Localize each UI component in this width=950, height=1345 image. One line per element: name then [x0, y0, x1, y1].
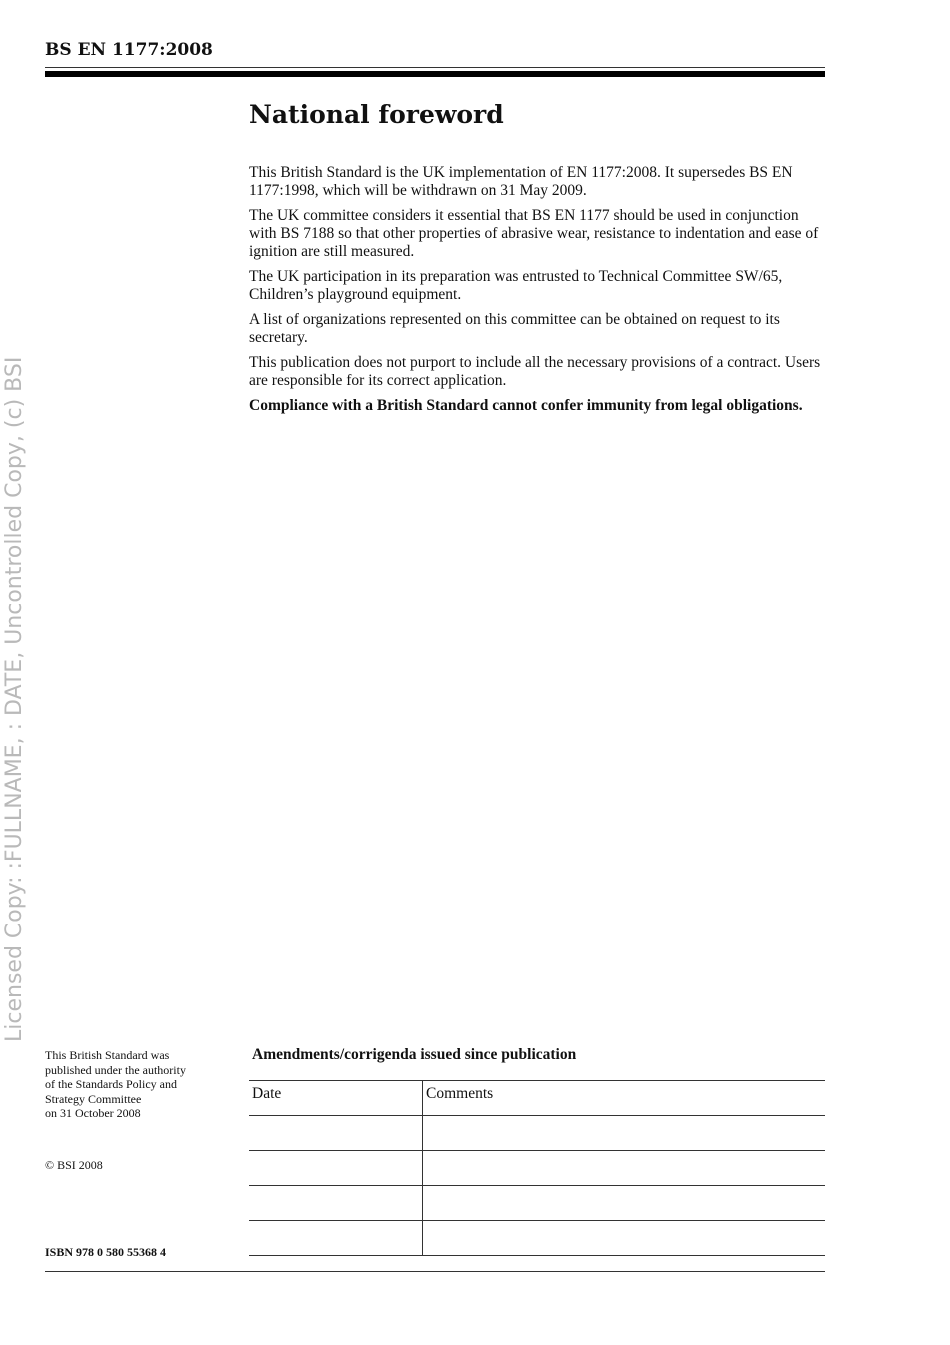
table-row — [249, 1186, 825, 1221]
amendments-title: Amendments/corrigenda issued since publication — [252, 1046, 577, 1063]
license-watermark: Licensed Copy: :FULLNAME, : DATE, Uncontrolled Copy, (c) BSI — [2, 356, 27, 1042]
authority-note — [45, 1048, 235, 1121]
table-row — [249, 1116, 825, 1151]
column-header-comments: Comments — [423, 1081, 826, 1116]
authority-line: on 31 October 2008 — [45, 1106, 141, 1120]
date-cell — [249, 1151, 423, 1186]
copyright-notice: © BSI 2008 — [45, 1158, 103, 1172]
authority-line: This British Standard was — [45, 1048, 170, 1062]
paragraph-committee-guidance: The UK committee considers it essential that BS EN 1177 should be used in conjunction with BS 7188 so that other properties of abrasive wear, resistance to indentation and ease of ignition are still measured. — [249, 207, 819, 260]
header-rule-thin — [45, 67, 825, 68]
header-rule-thick — [45, 71, 825, 77]
isbn: ISBN 978 0 580 55368 4 — [45, 1245, 167, 1259]
compliance-note: Compliance with a British Standard cannot confer immunity from legal obligations. — [249, 397, 803, 414]
amendments-table — [249, 1080, 825, 1256]
comments-cell — [423, 1151, 826, 1186]
page-title: National foreword — [249, 100, 504, 129]
date-cell — [249, 1186, 423, 1221]
paragraph-organizations: A list of organizations represented on this committee can be obtained on request to its secretary. — [249, 311, 780, 346]
table-row — [249, 1221, 825, 1256]
foreword-body — [249, 164, 829, 422]
column-header-date: Date — [249, 1081, 423, 1116]
comments-cell — [423, 1116, 826, 1151]
comments-cell — [423, 1186, 826, 1221]
date-cell — [249, 1221, 423, 1256]
document-id: BS EN 1177:2008 — [45, 40, 213, 60]
comments-cell — [423, 1221, 826, 1256]
footer-rule — [45, 1271, 825, 1272]
table-header-row — [249, 1081, 825, 1116]
authority-line: Strategy Committee — [45, 1091, 142, 1106]
paragraph-provisions: This publication does not purport to include all the necessary provisions of a contract. Users are responsible for its correct application. — [249, 354, 821, 389]
table-row — [249, 1151, 825, 1186]
date-cell — [249, 1116, 423, 1151]
authority-line: published under the authority — [45, 1062, 186, 1077]
paragraph-participation: The UK participation in its preparation was entrusted to Technical Committee SW/65, Children’s playground equipment. — [249, 268, 783, 303]
authority-line: of the Standards Policy and — [45, 1077, 177, 1091]
paragraph-implementation: This British Standard is the UK implementation of EN 1177:2008. It supersedes BS EN 1177:1998, which will be withdrawn on 31 May 2009. — [249, 164, 793, 199]
